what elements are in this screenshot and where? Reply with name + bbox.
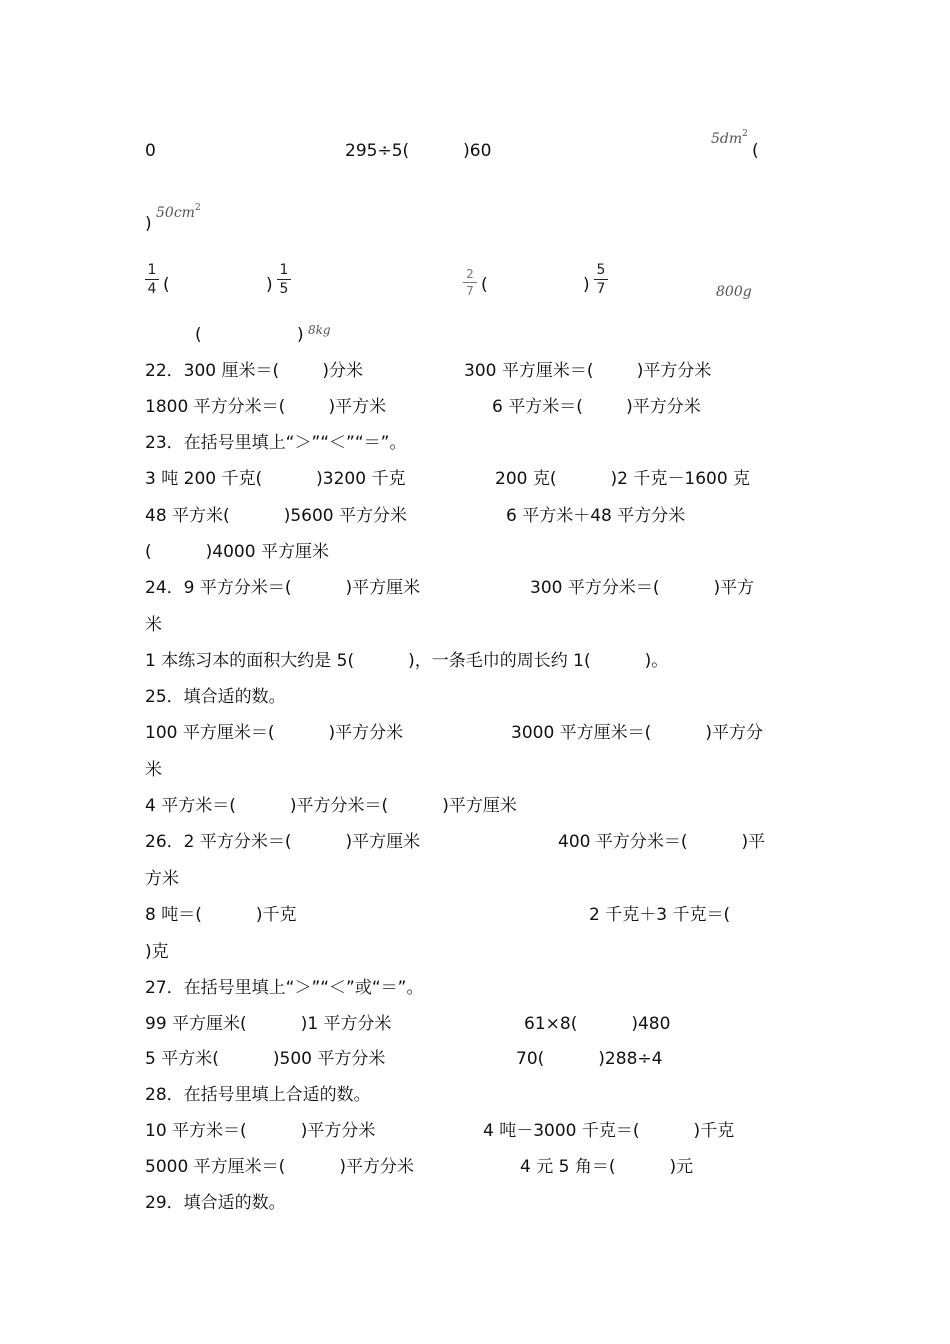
q27-title: 27．在括号里填上“＞”“＜”或“＝”。 [145,978,424,998]
fraction-two-sevenths: 2 7 [463,268,477,297]
q28-title: 28．在括号里填上合适的数。 [145,1085,371,1105]
paren-close: ) [266,275,273,295]
q23-line-a: 3 吨 200 千克( )3200 千克 [145,469,406,489]
q28-line-c: 5000 平方厘米＝( )平方分米 [145,1157,414,1177]
q26-line-e: 2 千克＋3 千克＝( [589,905,731,925]
q27-line-b: 61×8( )480 [524,1014,671,1034]
q25-line-d: 4 平方米＝( )平方分米＝( )平方厘米 [145,796,517,816]
q26-line-b: 400 平方分米＝( )平 [558,832,766,852]
q28-line-b: 4 吨－3000 千克＝( )千克 [483,1121,735,1141]
q22-line-c: 1800 平方分米＝( )平方米 [145,397,387,417]
paren-open: ( [752,141,759,161]
q26-line-c: 方米 [145,869,179,889]
q23-title: 23．在括号里填上“＞”“＜”“＝”。 [145,433,407,453]
q25-line-a: 100 平方厘米＝( )平方分米 [145,723,404,743]
q23-line-c: 48 平方米( )5600 平方分米 [145,506,408,526]
q28-line-a: 10 平方米＝( )平方分米 [145,1121,376,1141]
math-8kg: 8kg [308,323,331,337]
paren-open: ( [195,325,202,345]
q23-line-d: 6 平方米＋48 平方分米 [506,506,686,526]
paren-close: ) [145,214,152,234]
q24-line-b: 300 平方分米＝( )平方 [530,578,755,598]
paren-open: ( [481,275,488,295]
paren-close: ) [297,325,304,345]
q29-title: 29．填合适的数。 [145,1193,286,1213]
q26-line-d: 8 吨＝( )千克 [145,905,297,925]
q25-line-c: 米 [145,760,162,780]
fraction-one-fifth: 1 5 [277,263,291,296]
q23-line-e: ( )4000 平方厘米 [145,542,329,562]
q25-line-b: 3000 平方厘米＝( )平方分 [511,723,763,743]
math-50cm2: $50cm^2$ [156,203,201,221]
text-zero: 0 [145,141,156,161]
fraction-five-sevenths: 5 7 [594,263,608,296]
q24-line-d: 1 本练习本的面积大约是 5( )，一条毛巾的周长约 1( )。 [145,651,669,671]
q26-line-f: )克 [145,942,169,962]
q28-line-d: 4 元 5 角＝( )元 [520,1157,694,1177]
q24-line-c: 米 [145,615,162,635]
q24-line-a: 24．9 平方分米＝( )平方厘米 [145,578,421,598]
q26-line-a: 26．2 平方分米＝( )平方厘米 [145,832,421,852]
q23-line-b: 200 克( )2 千克－1600 克 [495,469,751,489]
paren-close: ) [583,275,590,295]
q22-line-b: 300 平方厘米＝( )平方分米 [464,361,712,381]
text-division-compare: 295÷5( )60 [345,141,492,161]
q22-line-d: 6 平方米＝( )平方分米 [492,397,701,417]
q27-line-d: 70( )288÷4 [516,1049,663,1069]
q27-line-c: 5 平方米( )500 平方分米 [145,1049,386,1069]
math-800g: 800g [716,284,752,300]
math-5dm2: $5dm^2$ [711,129,748,147]
fraction-one-quarter: 1 4 [145,263,159,296]
q27-line-a: 99 平方厘米( )1 平方分米 [145,1014,392,1034]
paren-open: ( [163,275,170,295]
q22-line-a: 22．300 厘米＝( )分米 [145,361,363,381]
q25-title: 25．填合适的数。 [145,687,286,707]
